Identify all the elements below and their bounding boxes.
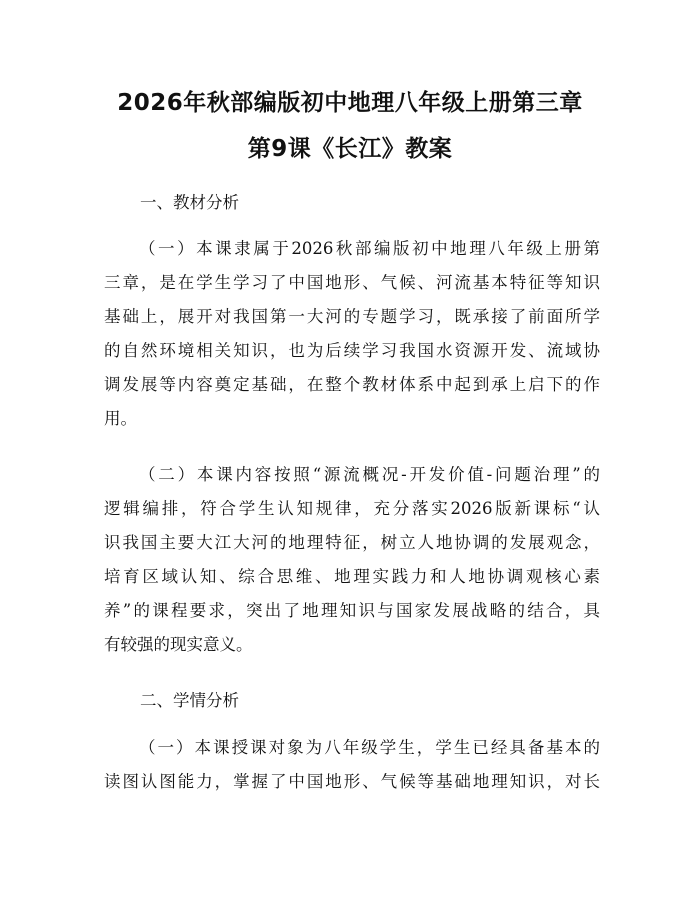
section-heading-materials: 一、教材分析	[140, 193, 239, 212]
paragraph-line: 调发展等内容奠定基础，在整个教材体系中起到承上启下的作	[104, 375, 600, 394]
document-title-line-1: 2026年秋部编版初中地理八年级上册第三章	[117, 90, 583, 116]
document-title-line-2: 第9课《长江》教案	[247, 136, 453, 162]
paragraph-line: 逻辑编排，符合学生认知规律，充分落实2026版新课标“认	[104, 499, 600, 518]
paragraph-line: 读图认图能力，掌握了中国地形、气候等基础地理知识，对长	[104, 772, 600, 791]
paragraph-line: 的自然环境相关知识，也为后续学习我国水资源开发、流域协	[104, 341, 600, 360]
paragraph-line: 养”的课程要求，突出了地理知识与国家发展战略的结合，具	[104, 601, 600, 620]
paragraph-line: 识我国主要大江大河的地理特征，树立人地协调的发展观念，	[104, 533, 600, 552]
paragraph-line: 有较强的现实意义。	[104, 635, 253, 654]
paragraph-line: 用。	[104, 409, 137, 428]
paragraph-line: （二）本课内容按照“源流概况-开发价值-问题治理”的	[139, 465, 600, 484]
paragraph-line: （一）本课授课对象为八年级学生，学生已经具备基本的	[139, 738, 600, 757]
paragraph-line: 三章，是在学生学习了中国地形、气候、河流基本特征等知识	[104, 273, 600, 292]
paragraph-students-1	[104, 737, 600, 805]
paragraph-line: （一）本课隶属于2026秋部编版初中地理八年级上册第	[139, 239, 600, 258]
paragraph-line: 培育区域认知、综合思维、地理实践力和人地协调观核心素	[104, 567, 600, 586]
section-heading-students: 二、学情分析	[140, 691, 239, 710]
paragraph-materials-1	[104, 238, 600, 442]
paragraph-materials-2	[104, 464, 600, 668]
paragraph-line: 基础上，展开对我国第一大河的专题学习，既承接了前面所学	[104, 307, 600, 326]
